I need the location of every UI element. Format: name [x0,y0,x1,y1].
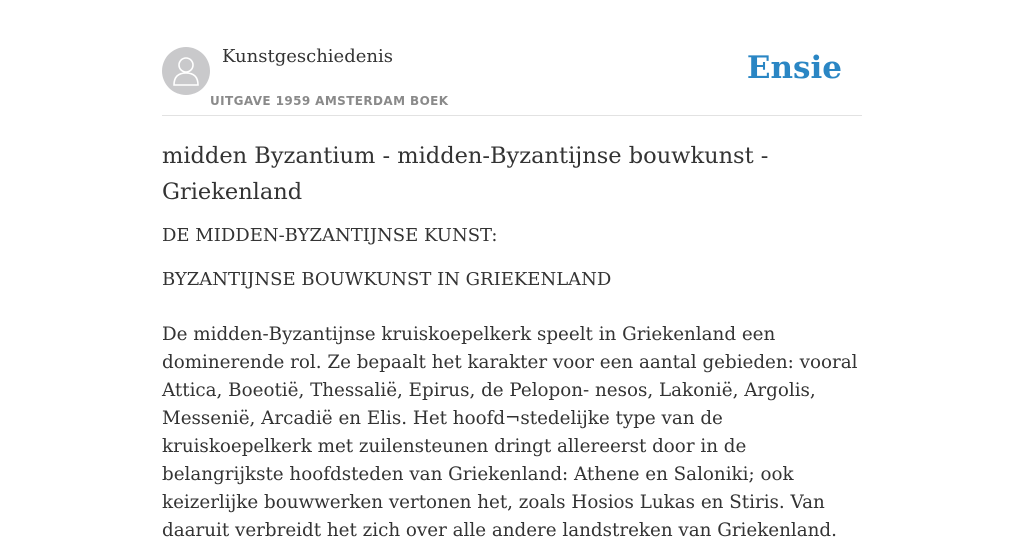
source-name[interactable]: Kunstgeschiedenis [222,46,393,67]
article-content [162,138,862,545]
user-icon [172,56,200,86]
avatar[interactable] [162,47,210,95]
article-header [162,40,862,116]
brand-logo[interactable]: Ensie [746,50,842,86]
article-subheading: DE MIDDEN-BYZANTIJNSE KUNST: [162,225,498,246]
article-title: midden Byzantium - midden-Byzantijnse bouwkunst - Griekenland [162,143,769,205]
article-subheading: BYZANTIJNSE BOUWKUNST IN GRIEKENLAND [162,269,612,290]
article-body: De midden-Byzantijnse kruiskoepelkerk speelt in Griekenland een dominerende rol. Ze bepaalt het karakter voor een aantal gebieden: vooral Attica, Boeotië, Thessalië, Epirus, de Pelopon- nesos, Lakonië, Argolis, Messenië, Arcadië en Elis. Het hoofd¬stedelijke type van de kruiskoepelkerk met zuilensteunen dringt allereerst door in de belangrijkste hoofdsteden van Griekenland: Athene en Saloniki; ook keizerlijke bouwwerken vertonen het, zoals Hosios Lukas en Stiris. Van daaruit verbreidt het zich over alle andere landstreken van Griekenland. [162,324,858,541]
source-meta: UITGAVE 1959 AMSTERDAM BOEK [210,94,449,108]
